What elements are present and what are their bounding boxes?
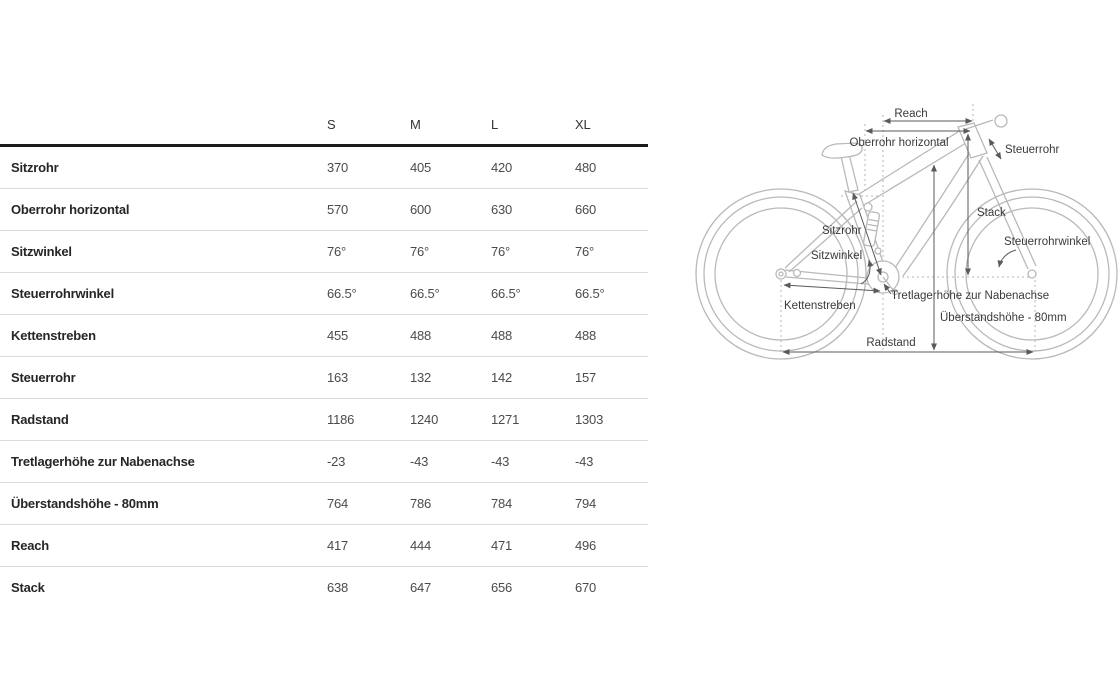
column-header-m: M [410, 116, 421, 132]
row-label: Sitzrohr [11, 160, 59, 175]
table-header-row [0, 104, 648, 147]
seatpost [841, 154, 858, 192]
table-row [0, 231, 648, 273]
cell-value: -23 [327, 454, 346, 469]
column-header-xl: XL [575, 116, 591, 132]
cell-value: 142 [491, 370, 513, 385]
cell-value: 66.5° [491, 286, 521, 301]
table-row [0, 567, 648, 608]
row-label: Sitzwinkel [11, 244, 72, 259]
cell-value: 786 [410, 496, 432, 511]
cell-value: 488 [410, 328, 432, 343]
cell-value: 163 [327, 370, 349, 385]
cell-value: 76° [575, 244, 595, 259]
cell-value: 496 [575, 538, 597, 553]
rear-dropout-pivot [794, 270, 801, 277]
column-header-l: L [491, 116, 499, 132]
cell-value: 420 [491, 160, 513, 175]
table-row [0, 525, 648, 567]
table-row [0, 147, 648, 189]
front-hub [1028, 270, 1036, 278]
diagram-label-oberrohr: Oberrohr horizontal [849, 137, 949, 149]
rear-hub [776, 269, 786, 279]
cell-value: 417 [327, 538, 349, 553]
diagram-label-reach: Reach [894, 108, 928, 120]
cell-value: 76° [491, 244, 511, 259]
column-header-s: S [327, 116, 336, 132]
row-label: Oberrohr horizontal [11, 202, 130, 217]
steuerrohr-arrow [989, 139, 1001, 159]
shock-pivot-bottom [875, 248, 881, 254]
cell-value: 647 [410, 580, 432, 595]
table-row [0, 315, 648, 357]
cell-value: 488 [575, 328, 597, 343]
row-label: Reach [11, 538, 50, 553]
cell-value: 656 [491, 580, 513, 595]
table-row [0, 399, 648, 441]
cell-value: 570 [327, 202, 349, 217]
cell-value: 480 [575, 160, 597, 175]
cell-value: 630 [491, 202, 513, 217]
diagram-label-steuerrohrwinkel: Steuerrohrwinkel [1004, 236, 1091, 248]
head-tube [958, 123, 987, 158]
cell-value: 794 [575, 496, 597, 511]
diagram-label-radstand: Radstand [866, 337, 916, 349]
cell-value: 444 [410, 538, 432, 553]
shock-pivot-top [864, 203, 872, 211]
row-label: Steuerrohrwinkel [11, 286, 114, 301]
down-tube [893, 149, 983, 276]
diagram-label-stack: Stack [977, 207, 1006, 219]
diagram-label-tretlagerhoehe: Tretlagerhöhe zur Nabenachse [891, 290, 1050, 302]
cell-value: 1271 [491, 412, 520, 427]
table-row [0, 189, 648, 231]
cell-value: 1186 [327, 412, 355, 427]
row-label: Steuerrohr [11, 370, 76, 385]
cell-value: -43 [491, 454, 510, 469]
cell-value: -43 [575, 454, 594, 469]
cell-value: 66.5° [575, 286, 605, 301]
cell-value: 132 [410, 370, 432, 385]
row-label: Kettenstreben [11, 328, 96, 343]
cell-value: 76° [410, 244, 430, 259]
cell-value: 670 [575, 580, 597, 595]
cell-value: 488 [491, 328, 513, 343]
table-row [0, 273, 648, 315]
cell-value: 405 [410, 160, 432, 175]
cell-value: -43 [410, 454, 429, 469]
row-label: Stack [11, 580, 45, 595]
cell-value: 370 [327, 160, 349, 175]
cell-value: 1240 [410, 412, 439, 427]
diagram-label-ueberstandshoehe: Überstandshöhe - 80mm [940, 312, 1067, 324]
table-row [0, 357, 648, 399]
row-label: Überstandshöhe - 80mm [11, 496, 159, 511]
cell-value: 66.5° [410, 286, 440, 301]
cell-value: 76° [327, 244, 347, 259]
diagram-label-kettenstreben: Kettenstreben [784, 300, 856, 312]
cell-value: 66.5° [327, 286, 357, 301]
steuerrohrwinkel-arc [999, 250, 1016, 267]
table-row [0, 441, 648, 483]
handlebar-grip [995, 115, 1007, 127]
row-label: Tretlagerhöhe zur Nabenachse [11, 454, 195, 469]
cell-value: 764 [327, 496, 349, 511]
bike-geometry-diagram [695, 88, 1119, 368]
table-row [0, 483, 648, 525]
diagram-label-sitzwinkel: Sitzwinkel [811, 250, 863, 262]
cell-value: 471 [491, 538, 513, 553]
diagram-label-sitzrohr: Sitzrohr [822, 225, 862, 237]
cell-value: 600 [410, 202, 432, 217]
cell-value: 1303 [575, 412, 604, 427]
cell-value: 660 [575, 202, 597, 217]
cell-value: 157 [575, 370, 597, 385]
cell-value: 455 [327, 328, 349, 343]
cell-value: 784 [491, 496, 513, 511]
diagram-label-steuerrohr: Steuerrohr [1005, 144, 1060, 156]
diagram-labels [784, 108, 1090, 349]
row-label: Radstand [11, 412, 69, 427]
cell-value: 638 [327, 580, 349, 595]
geometry-table [0, 104, 648, 608]
